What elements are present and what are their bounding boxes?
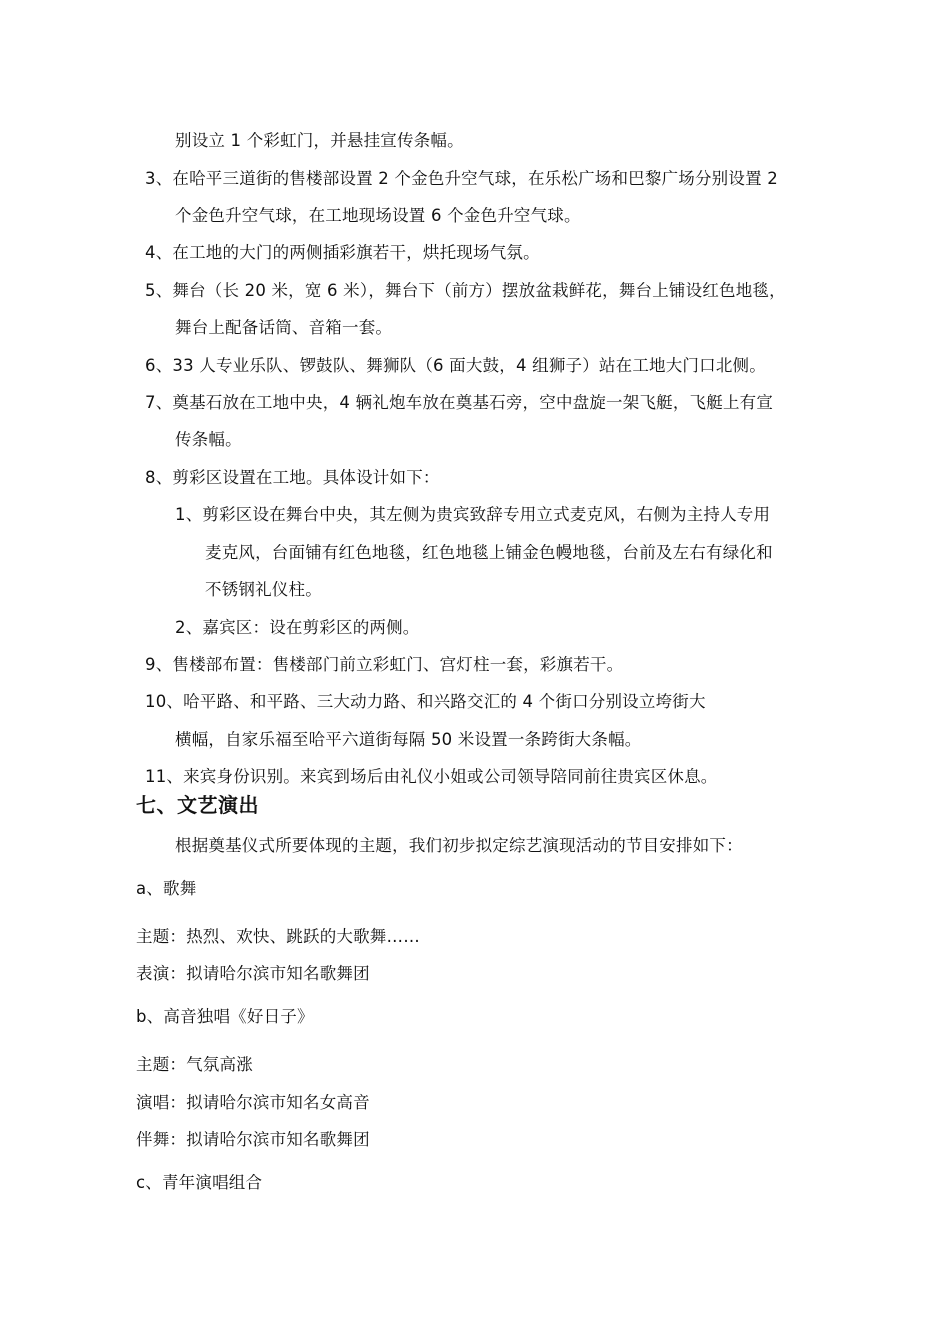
program-b-title: b、高音独唱《好日子》 [136,1007,314,1026]
item-10: 10、哈平路、和平路、三大动力路、和兴路交汇的 4 个街口分别设立垮街大 [145,692,706,711]
item-7-continuation: 传条幅。 [175,430,242,449]
subitem-1-continuation: 不锈钢礼仪柱。 [205,580,322,599]
item-11: 11、来宾身份识别。来宾到场后由礼仪小姐或公司领导陪同前往贵宾区休息。 [145,767,718,786]
section-heading: 七、文艺演出 [136,793,259,817]
item-9: 9、售楼部布置：售楼部门前立彩虹门、宫灯柱一套，彩旗若干。 [145,655,624,674]
program-a-performer: 表演：拟请哈尔滨市知名歌舞团 [136,964,370,983]
item-2-continuation: 别设立 1 个彩虹门，并悬挂宣传条幅。 [175,131,464,150]
item-5: 5、舞台（长 20 米，宽 6 米），舞台下（前方）摆放盆栽鲜花，舞台上铺设红色地毯， [145,281,786,300]
program-a-title: a、歌舞 [136,879,197,898]
item-6: 6、33 人专业乐队、锣鼓队、舞狮队（6 面大鼓，4 组狮子）站在工地大门口北侧。 [145,356,766,375]
program-b-theme: 主题：气氛高涨 [136,1055,253,1074]
subitem-1-continuation: 麦克风，台面铺有红色地毯，红色地毯上铺金色幔地毯，台前及左右有绿化和 [205,543,773,562]
program-a-theme: 主题：热烈、欢快、跳跃的大歌舞…… [136,927,420,946]
item-7: 7、奠基石放在工地中央，4 辆礼炮车放在奠基石旁，空中盘旋一架飞艇，飞艇上有宣 [145,393,774,412]
intro-paragraph: 根据奠基仪式所要体现的主题，我们初步拟定综艺演现活动的节目安排如下： [175,836,743,855]
item-3: 3、在哈平三道街的售楼部设置 2 个金色升空气球，在乐松广场和巴黎广场分别设置 2 [145,169,778,188]
item-10-continuation: 横幅，自家乐福至哈平六道街每隔 50 米设置一条跨街大条幅。 [175,730,642,749]
item-3-continuation: 个金色升空气球，在工地现场设置 6 个金色升空气球。 [175,206,581,225]
program-b-dancers: 伴舞：拟请哈尔滨市知名歌舞团 [136,1130,370,1149]
subitem-1: 1、剪彩区设在舞台中央，其左侧为贵宾致辞专用立式麦克风，右侧为主持人专用 [175,505,771,524]
program-b-singer: 演唱：拟请哈尔滨市知名女高音 [136,1093,370,1112]
item-5-continuation: 舞台上配备话筒、音箱一套。 [175,318,393,337]
program-c-title: c、青年演唱组合 [136,1173,263,1192]
item-4: 4、在工地的大门的两侧插彩旗若干，烘托现场气氛。 [145,243,540,262]
item-8: 8、剪彩区设置在工地。具体设计如下： [145,468,440,487]
subitem-2: 2、嘉宾区：设在剪彩区的两侧。 [175,618,420,637]
